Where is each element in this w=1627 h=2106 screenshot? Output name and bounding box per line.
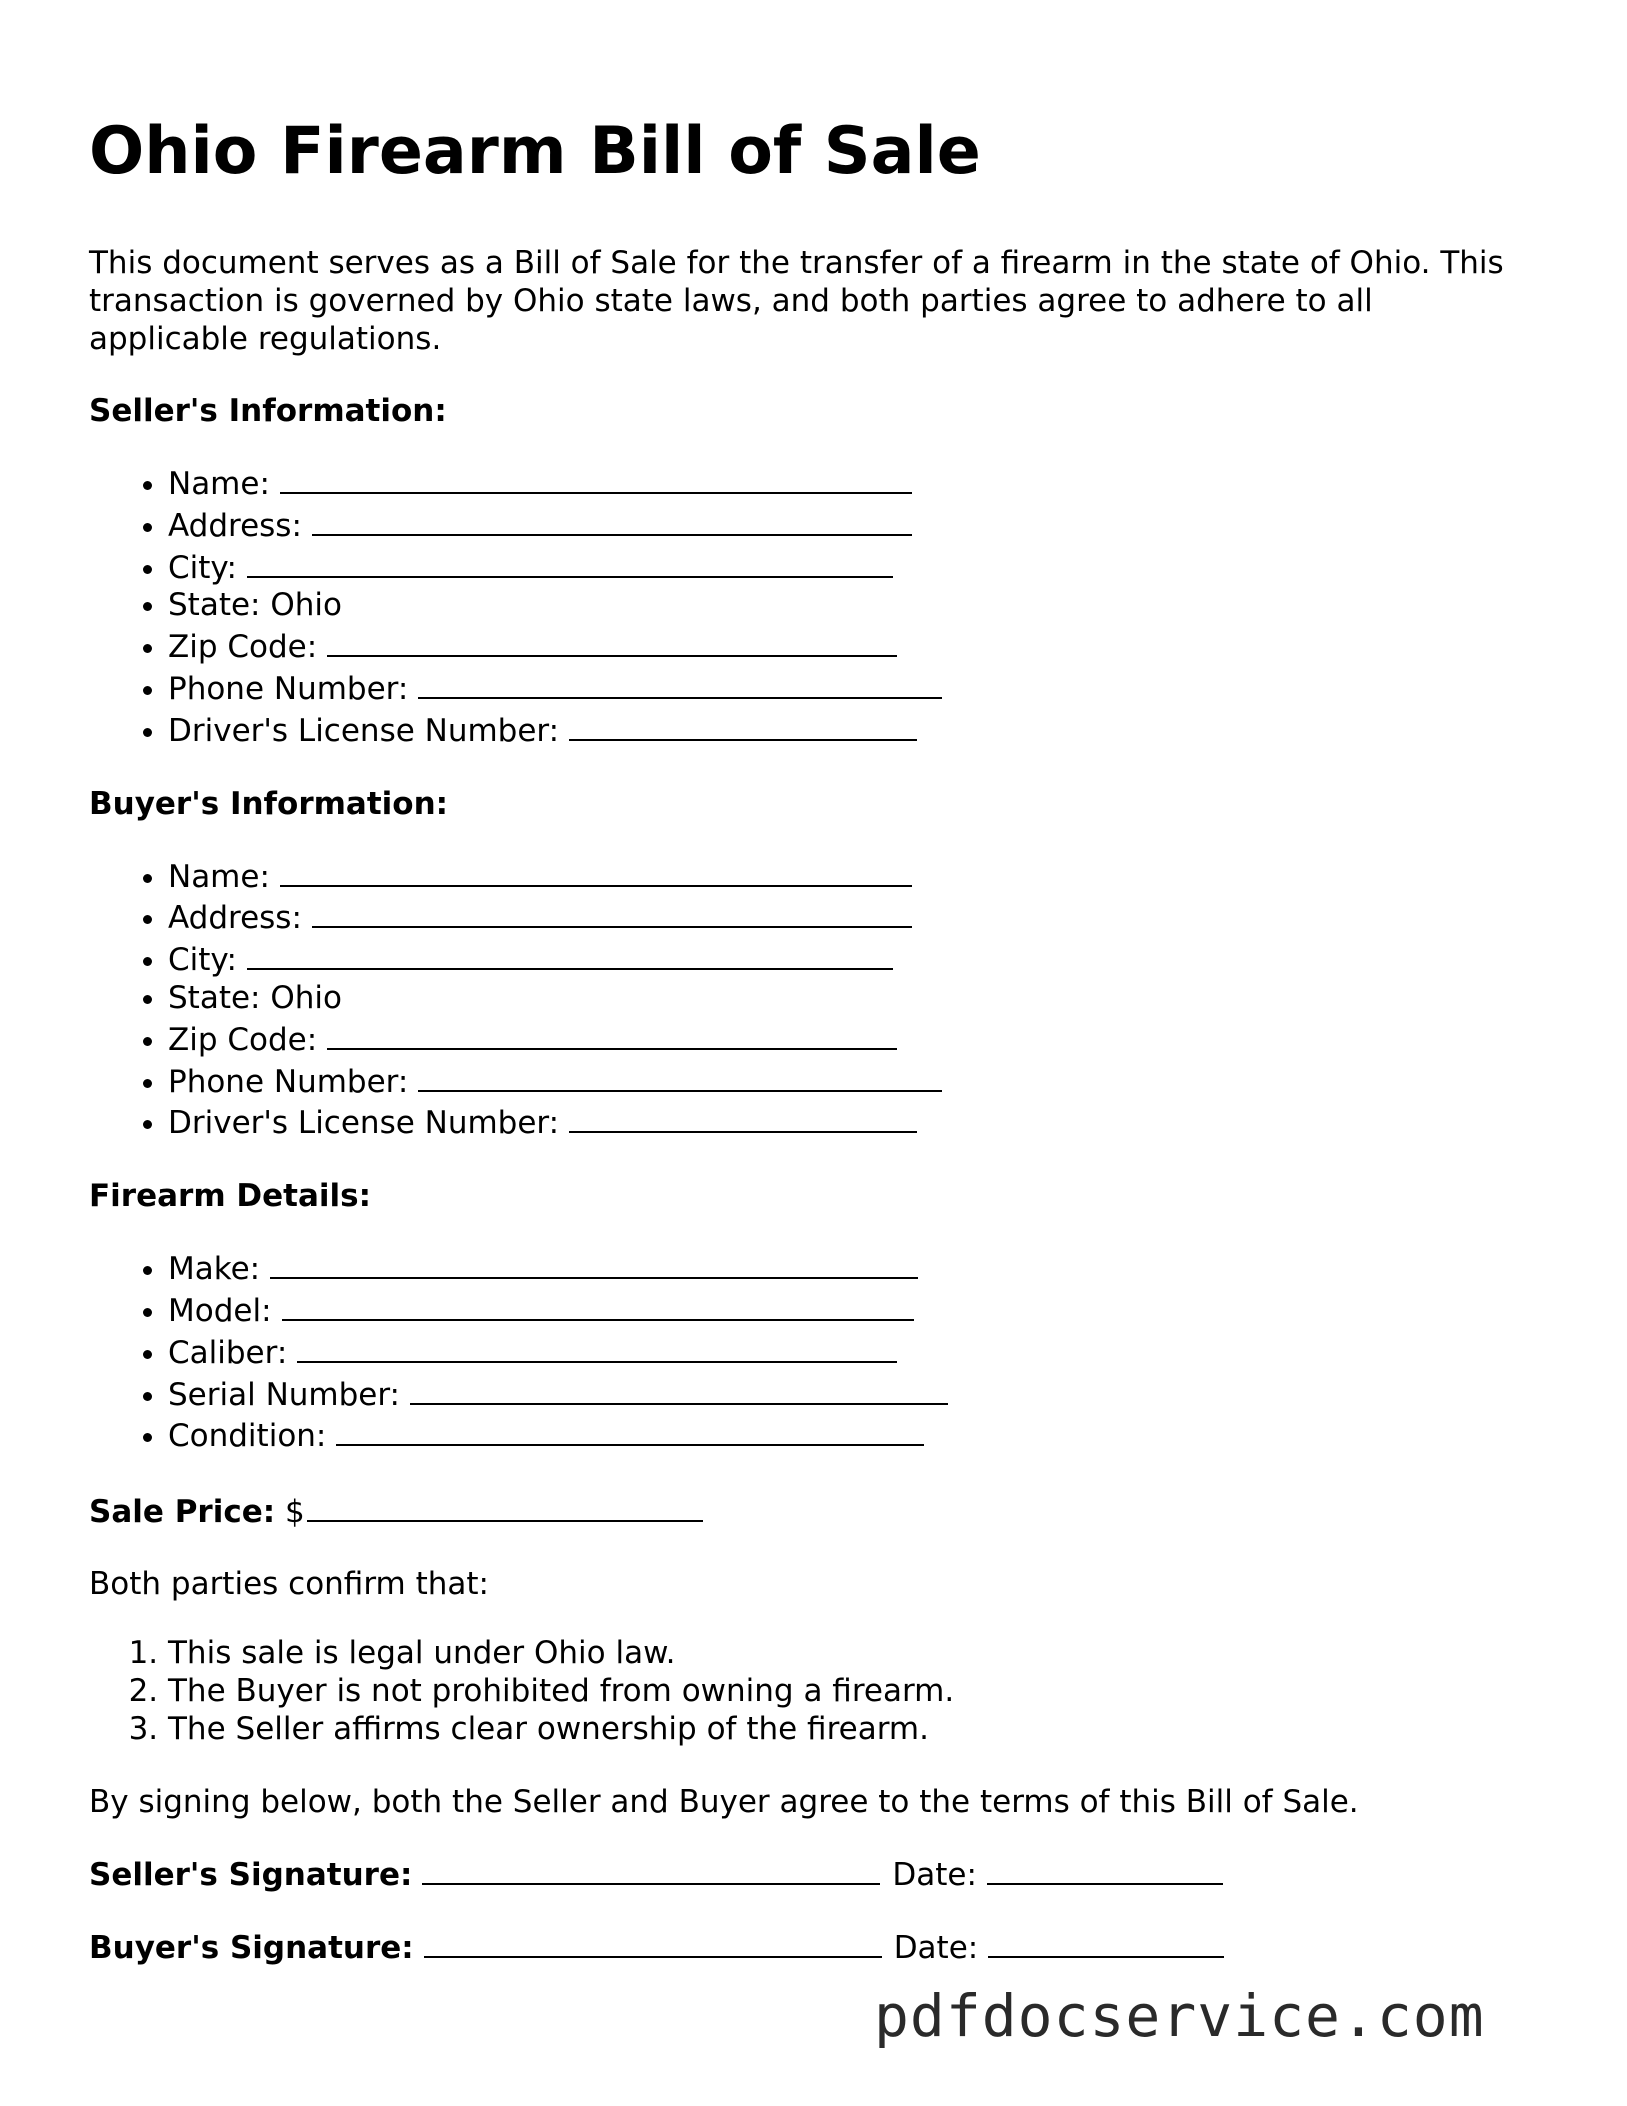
sale-price-label: Sale Price: [89, 1494, 276, 1531]
intro-paragraph: This document serves as a Bill of Sale for the transfer of a firearm in the state of Ohio. This transaction is governed by Ohio state laws, and both parties agree to adhere to all applicable regulations. [89, 245, 1504, 357]
seller-zip-field: • Zip Code: [168, 625, 1549, 667]
date-label: Date: [892, 1856, 977, 1893]
zip-fill-line[interactable] [327, 1018, 897, 1050]
serial-fill-line[interactable] [410, 1373, 948, 1405]
buyer-signature-row [89, 1926, 1549, 1967]
firearm-heading: Firearm Details: [89, 1178, 372, 1215]
model-fill-line[interactable] [282, 1289, 914, 1321]
license-fill-line[interactable] [569, 1101, 917, 1133]
phone-fill-line[interactable] [418, 667, 942, 699]
seller-heading: Seller's Information: [89, 393, 447, 429]
buyer-license-field: • Driver's License Number: [168, 1101, 1549, 1143]
seller-signature-label: Seller's Signature: [89, 1856, 413, 1893]
city-fill-line[interactable] [247, 938, 893, 970]
seller-phone-field: • Phone Number: [168, 667, 1549, 709]
watermark: pdfdocservice.com [874, 1982, 1485, 2050]
sale-price-fill-line[interactable] [307, 1490, 703, 1522]
name-fill-line[interactable] [280, 462, 912, 494]
caliber-fill-line[interactable] [297, 1331, 897, 1363]
firearm-make-field: • Make: [168, 1247, 1549, 1289]
address-fill-line[interactable] [312, 896, 912, 928]
document-page [89, 112, 1549, 1967]
buyer-zip-field: • Zip Code: [168, 1018, 1549, 1060]
city-fill-line[interactable] [247, 546, 893, 578]
zip-fill-line[interactable] [327, 625, 897, 657]
buyer-phone-field: • Phone Number: [168, 1060, 1549, 1102]
buyer-signature-line[interactable] [424, 1926, 882, 1958]
firearm-serial-field: • Serial Number: [168, 1373, 1549, 1415]
buyer-signature-label: Buyer's Signature: [89, 1929, 414, 1966]
signing-note: By signing below, both the Seller and Buyer agree to the terms of this Bill of Sale. [89, 1783, 1359, 1820]
term-item: 1. This sale is legal under Ohio law. [168, 1635, 1549, 1673]
seller-state-field: • State: Ohio [168, 587, 1549, 625]
firearm-caliber-field: • Caliber: [168, 1331, 1549, 1373]
firearm-condition-field: • Condition: [168, 1414, 1549, 1456]
firearm-model-field: • Model: [168, 1289, 1549, 1331]
seller-address-field: • Address: [168, 504, 1549, 546]
buyer-address-field: • Address: [168, 896, 1549, 938]
condition-fill-line[interactable] [336, 1414, 924, 1446]
term-item: 3. The Seller affirms clear ownership of the firearm. [168, 1711, 1549, 1749]
address-fill-line[interactable] [312, 504, 912, 536]
buyer-date-line[interactable] [988, 1926, 1224, 1958]
license-fill-line[interactable] [569, 709, 917, 741]
buyer-city-field: • City: [168, 938, 1549, 980]
sale-price-row [89, 1490, 1549, 1531]
buyer-state-field: • State: Ohio [168, 980, 1549, 1018]
seller-signature-line[interactable] [422, 1853, 880, 1885]
seller-date-line[interactable] [987, 1853, 1223, 1885]
seller-license-field: • Driver's License Number: [168, 709, 1549, 751]
page-title: Ohio Firearm Bill of Sale [89, 114, 981, 189]
term-item: 2. The Buyer is not prohibited from owning a firearm. [168, 1673, 1549, 1711]
seller-name-field: • Name: [168, 462, 1549, 504]
phone-fill-line[interactable] [418, 1060, 942, 1092]
buyer-heading: Buyer's Information: [89, 785, 449, 822]
buyer-fields-list [89, 855, 1549, 1144]
currency-symbol: $ [284, 1494, 305, 1531]
seller-fields-list [89, 462, 1549, 751]
make-fill-line[interactable] [270, 1247, 918, 1279]
buyer-name-field: • Name: [168, 855, 1549, 897]
seller-city-field: • City: [168, 546, 1549, 588]
name-fill-line[interactable] [280, 855, 912, 887]
firearm-fields-list [89, 1247, 1549, 1456]
seller-signature-row [89, 1853, 1549, 1894]
terms-list [89, 1635, 1549, 1748]
confirm-intro: Both parties confirm that: [89, 1566, 489, 1603]
date-label: Date: [893, 1929, 979, 1966]
